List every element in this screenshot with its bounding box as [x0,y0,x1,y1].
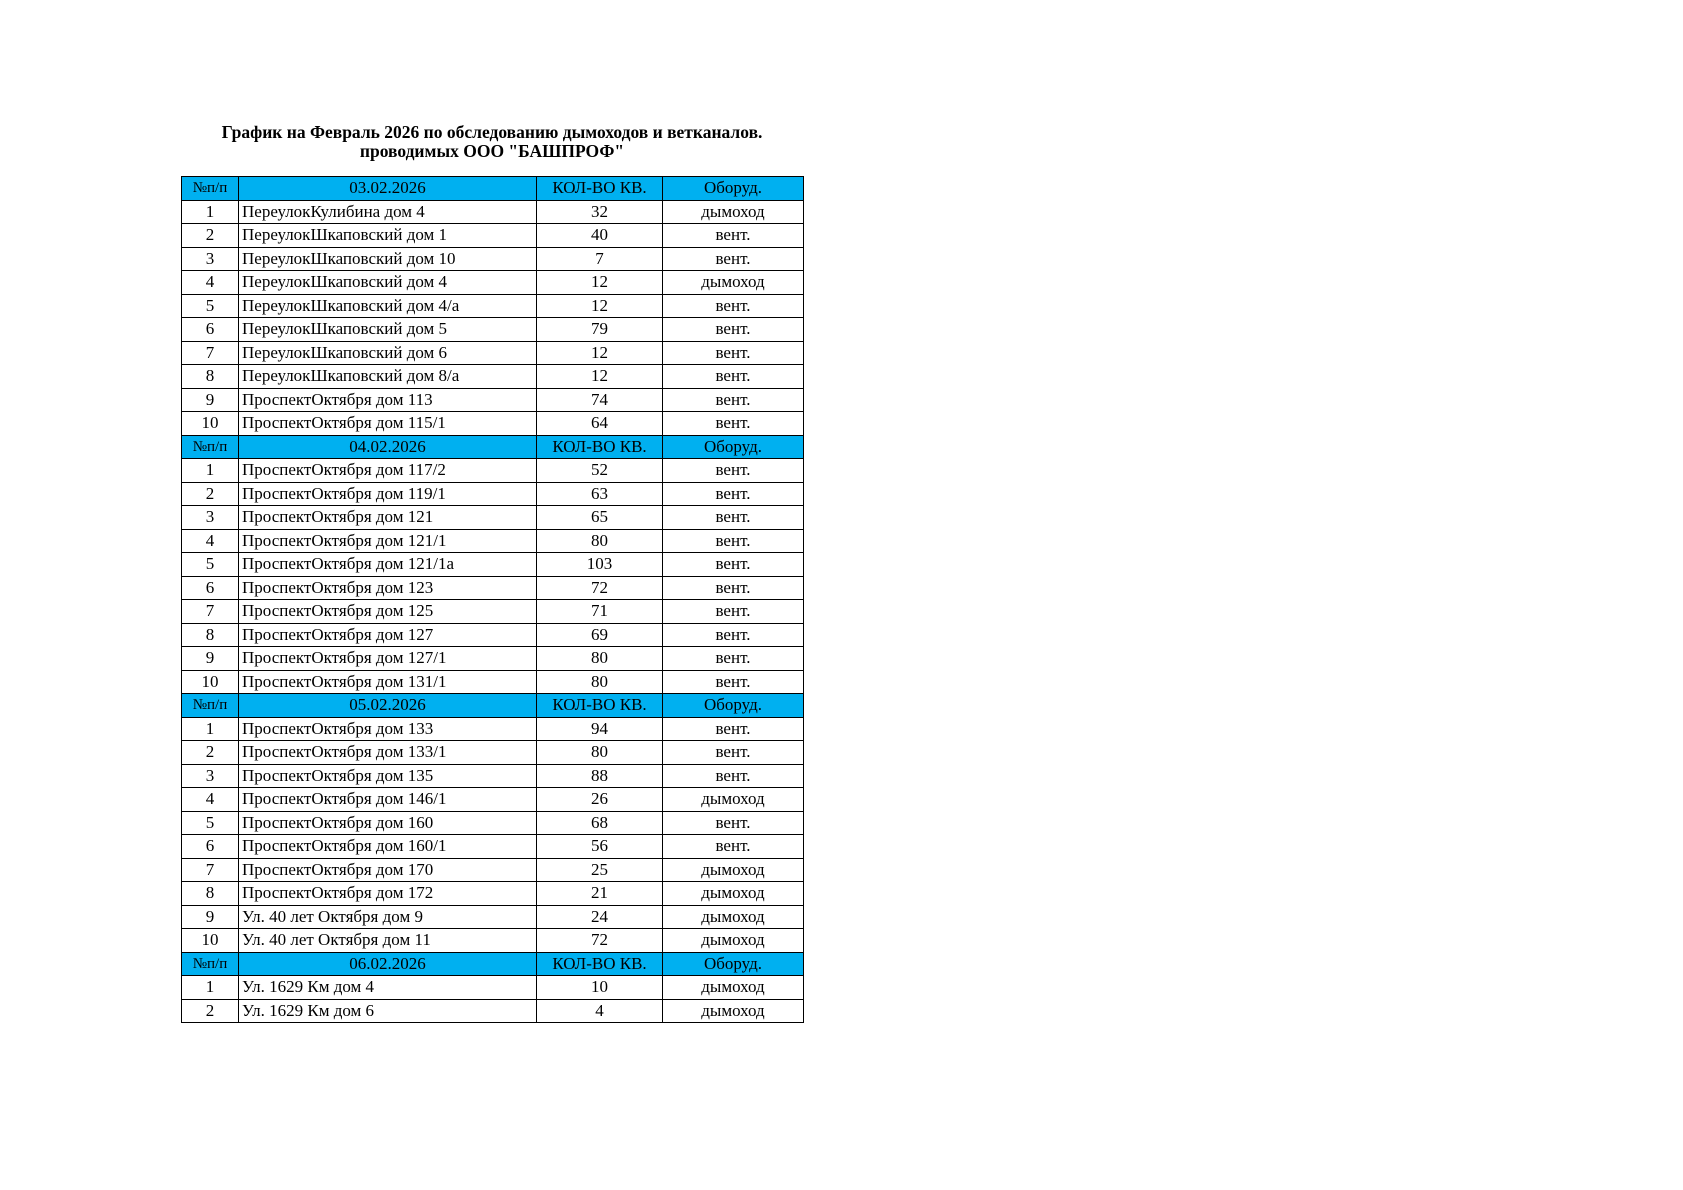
row-quantity: 80 [537,529,663,553]
table-row [182,482,804,506]
table-row [182,576,804,600]
row-address: ПереулокШкаповский дом 5 [239,318,537,342]
row-quantity: 12 [537,294,663,318]
row-address: ПроспектОктября дом 146/1 [239,788,537,812]
table-row [182,341,804,365]
row-quantity: 52 [537,459,663,483]
row-quantity: 7 [537,247,663,271]
row-address: ПроспектОктября дом 117/2 [239,459,537,483]
header-equipment: Оборуд. [663,435,804,459]
row-address: ПроспектОктября дом 131/1 [239,670,537,694]
row-quantity: 88 [537,764,663,788]
header-num: №п/п [182,435,239,459]
row-number: 7 [182,600,239,624]
row-address: ПроспектОктября дом 121/1 [239,529,537,553]
header-qty: КОЛ-ВО КВ. [537,435,663,459]
table-row [182,247,804,271]
row-number: 4 [182,529,239,553]
row-number: 5 [182,294,239,318]
row-equipment: вент. [663,341,804,365]
row-number: 3 [182,764,239,788]
row-address: ПроспектОктября дом 172 [239,882,537,906]
row-equipment: вент. [663,482,804,506]
row-equipment: дымоход [663,200,804,224]
row-number: 10 [182,412,239,436]
table-row [182,882,804,906]
row-quantity: 71 [537,600,663,624]
table-row [182,858,804,882]
row-quantity: 12 [537,365,663,389]
table-row [182,318,804,342]
table-row [182,600,804,624]
row-address: ПереулокШкаповский дом 6 [239,341,537,365]
row-address: ПроспектОктября дом 121 [239,506,537,530]
header-date: 06.02.2026 [239,952,537,976]
row-number: 5 [182,553,239,577]
table-row [182,224,804,248]
row-address: ПроспектОктября дом 133 [239,717,537,741]
header-num: №п/п [182,952,239,976]
row-number: 8 [182,365,239,389]
row-quantity: 21 [537,882,663,906]
row-equipment: вент. [663,365,804,389]
header-qty: КОЛ-ВО КВ. [537,694,663,718]
row-quantity: 80 [537,670,663,694]
table-row [182,271,804,295]
table-row [182,365,804,389]
row-quantity: 103 [537,553,663,577]
row-equipment: дымоход [663,929,804,953]
row-address: Ул. 1629 Км дом 4 [239,976,537,1000]
row-quantity: 4 [537,999,663,1023]
schedule-table [181,176,804,1023]
header-equipment: Оборуд. [663,694,804,718]
table-row [182,811,804,835]
row-address: ПроспектОктября дом 133/1 [239,741,537,765]
row-address: ПереулокШкаповский дом 1 [239,224,537,248]
row-quantity: 80 [537,741,663,765]
row-number: 2 [182,741,239,765]
row-address: ПроспектОктября дом 170 [239,858,537,882]
row-address: ПроспектОктября дом 160/1 [239,835,537,859]
row-address: Ул. 1629 Км дом 6 [239,999,537,1023]
row-equipment: вент. [663,388,804,412]
row-quantity: 72 [537,576,663,600]
row-equipment: вент. [663,576,804,600]
row-quantity: 56 [537,835,663,859]
row-equipment: дымоход [663,858,804,882]
table-row [182,717,804,741]
row-number: 1 [182,717,239,741]
row-address: ПереулокШкаповский дом 8/а [239,365,537,389]
row-address: ПереулокКулибина дом 4 [239,200,537,224]
table-row [182,976,804,1000]
row-quantity: 40 [537,224,663,248]
row-equipment: вент. [663,318,804,342]
row-quantity: 32 [537,200,663,224]
row-address: ПереулокШкаповский дом 4 [239,271,537,295]
row-quantity: 12 [537,271,663,295]
row-quantity: 64 [537,412,663,436]
row-address: ПроспектОктября дом 121/1а [239,553,537,577]
row-address: ПроспектОктября дом 115/1 [239,412,537,436]
row-quantity: 10 [537,976,663,1000]
row-quantity: 80 [537,647,663,671]
header-date: 04.02.2026 [239,435,537,459]
table-row [182,294,804,318]
row-address: ПроспектОктября дом 127 [239,623,537,647]
header-equipment: Оборуд. [663,177,804,201]
header-qty: КОЛ-ВО КВ. [537,177,663,201]
row-equipment: вент. [663,459,804,483]
header-date: 05.02.2026 [239,694,537,718]
table-row [182,553,804,577]
row-quantity: 74 [537,388,663,412]
row-address: ПереулокШкаповский дом 10 [239,247,537,271]
table-row [182,905,804,929]
row-number: 7 [182,341,239,365]
row-equipment: дымоход [663,976,804,1000]
section-header-row [182,435,804,459]
row-number: 10 [182,670,239,694]
row-number: 6 [182,318,239,342]
row-equipment: вент. [663,835,804,859]
table-row [182,506,804,530]
row-number: 10 [182,929,239,953]
table-row [182,529,804,553]
row-quantity: 72 [537,929,663,953]
row-number: 6 [182,835,239,859]
row-equipment: вент. [663,717,804,741]
row-equipment: вент. [663,553,804,577]
row-equipment: вент. [663,623,804,647]
row-equipment: вент. [663,247,804,271]
row-number: 5 [182,811,239,835]
row-address: Ул. 40 лет Октября дом 11 [239,929,537,953]
row-equipment: вент. [663,811,804,835]
row-number: 1 [182,459,239,483]
table-row [182,647,804,671]
row-address: ПроспектОктября дом 127/1 [239,647,537,671]
section-header-row [182,177,804,201]
table-row [182,459,804,483]
row-number: 9 [182,905,239,929]
row-equipment: дымоход [663,882,804,906]
header-num: №п/п [182,694,239,718]
row-number: 2 [182,224,239,248]
row-number: 2 [182,999,239,1023]
row-quantity: 63 [537,482,663,506]
row-number: 8 [182,882,239,906]
row-number: 3 [182,506,239,530]
row-equipment: дымоход [663,905,804,929]
row-equipment: вент. [663,741,804,765]
row-equipment: дымоход [663,788,804,812]
header-equipment: Оборуд. [663,952,804,976]
row-number: 7 [182,858,239,882]
row-address: ПроспектОктября дом 125 [239,600,537,624]
row-quantity: 25 [537,858,663,882]
row-quantity: 68 [537,811,663,835]
row-number: 4 [182,788,239,812]
title-line-1: График на Февраль 2026 по обследованию дымоходов и ветканалов. [221,122,763,142]
header-qty: КОЛ-ВО КВ. [537,952,663,976]
row-address: ПроспектОктября дом 123 [239,576,537,600]
row-address: ПереулокШкаповский дом 4/а [239,294,537,318]
row-equipment: вент. [663,294,804,318]
row-address: ПроспектОктября дом 119/1 [239,482,537,506]
row-equipment: вент. [663,670,804,694]
table-row [182,788,804,812]
row-equipment: вент. [663,224,804,248]
section-header-row [182,952,804,976]
row-number: 2 [182,482,239,506]
row-number: 1 [182,976,239,1000]
row-number: 3 [182,247,239,271]
table-row [182,200,804,224]
row-equipment: вент. [663,647,804,671]
header-num: №п/п [182,177,239,201]
row-quantity: 12 [537,341,663,365]
row-address: ПроспектОктября дом 160 [239,811,537,835]
row-quantity: 65 [537,506,663,530]
row-quantity: 24 [537,905,663,929]
table-row [182,623,804,647]
document-title [181,123,803,161]
row-number: 9 [182,647,239,671]
row-number: 6 [182,576,239,600]
row-equipment: дымоход [663,271,804,295]
row-equipment: дымоход [663,999,804,1023]
title-line-2: проводимых ООО "БАШПРОФ" [359,141,625,161]
table-row [182,764,804,788]
row-quantity: 94 [537,717,663,741]
table-row [182,412,804,436]
row-quantity: 26 [537,788,663,812]
row-equipment: вент. [663,506,804,530]
table-row [182,741,804,765]
row-number: 4 [182,271,239,295]
row-address: Ул. 40 лет Октября дом 9 [239,905,537,929]
row-equipment: вент. [663,764,804,788]
row-number: 8 [182,623,239,647]
table-row [182,999,804,1023]
table-row [182,835,804,859]
table-row [182,388,804,412]
row-number: 1 [182,200,239,224]
row-address: ПроспектОктября дом 113 [239,388,537,412]
row-quantity: 69 [537,623,663,647]
row-address: ПроспектОктября дом 135 [239,764,537,788]
row-quantity: 79 [537,318,663,342]
table-row [182,670,804,694]
row-number: 9 [182,388,239,412]
section-header-row [182,694,804,718]
table-row [182,929,804,953]
row-equipment: вент. [663,529,804,553]
row-equipment: вент. [663,412,804,436]
header-date: 03.02.2026 [239,177,537,201]
row-equipment: вент. [663,600,804,624]
